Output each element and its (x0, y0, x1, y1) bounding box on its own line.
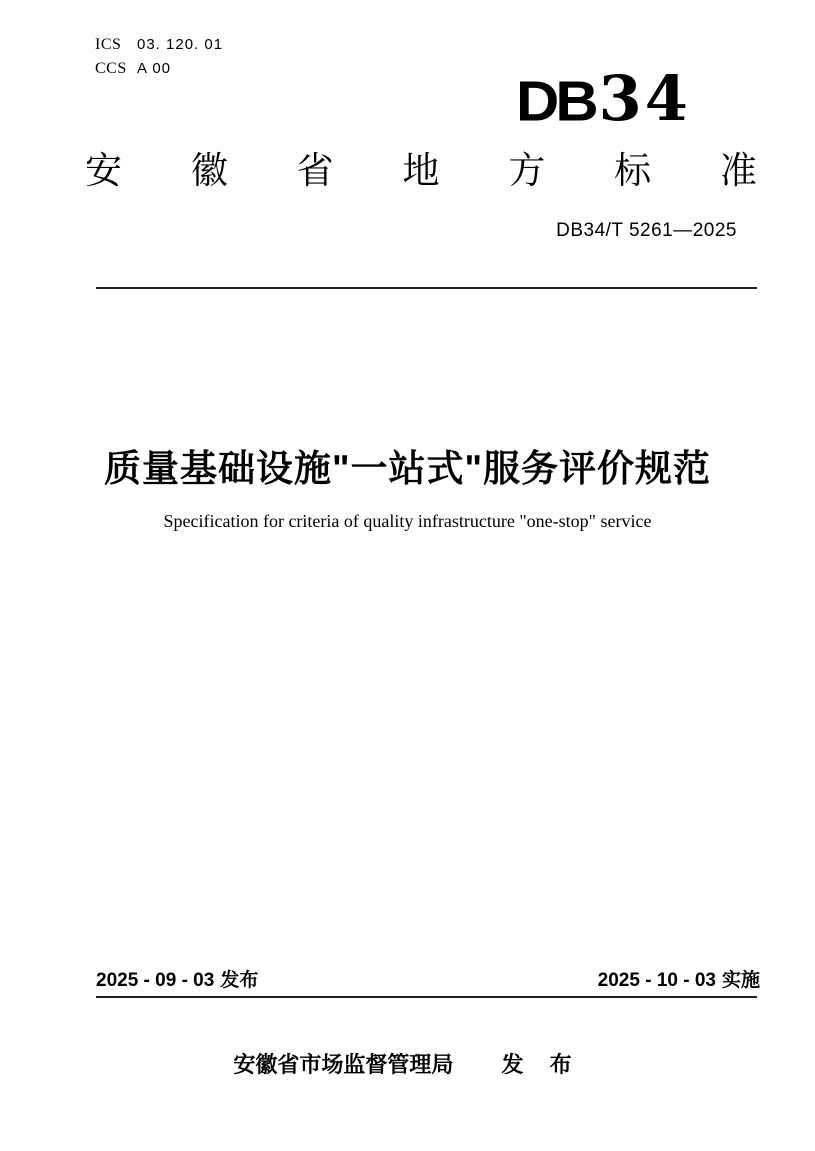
implement-label: 实施 (721, 970, 760, 991)
standard-name-line (85, 151, 757, 192)
db34-logo-db: DB (516, 69, 595, 133)
issue-date-group (96, 965, 258, 992)
db34-logo (516, 62, 691, 135)
standard-name-char: 方 (508, 150, 546, 191)
footer-dates-row (96, 965, 760, 992)
implement-date-group (598, 965, 760, 992)
document-title-chinese: 质量基础设施"一站式"服务评价规范 (103, 448, 712, 489)
ics-code-row (95, 33, 223, 57)
db34-logo-number: 34 (598, 62, 691, 135)
ccs-code-row (95, 57, 223, 81)
document-title-english: Specification for criteria of quality infrastructure "one-stop" service (163, 511, 652, 531)
standard-name-char: 省 (296, 150, 334, 191)
issue-label: 发布 (220, 970, 259, 991)
publisher-name: 安徽省市场监督管理局 (233, 1052, 454, 1077)
standard-name-char: 地 (402, 150, 440, 191)
implement-date: 2025 - 10 - 03 (597, 970, 716, 991)
standard-name-char: 准 (719, 150, 757, 191)
ccs-label: CCS (95, 60, 127, 77)
standard-number: DB34/T 5261—2025 (556, 220, 737, 241)
ics-value: 03. 120. 01 (137, 36, 224, 53)
issue-date: 2025 - 09 - 03 (96, 970, 215, 991)
ccs-value: A 00 (137, 60, 172, 77)
standard-name-char: 徽 (190, 150, 228, 191)
publisher-row (0, 1048, 815, 1079)
classification-codes (95, 33, 223, 81)
publish-action-label: 发 布 (501, 1052, 582, 1077)
ics-label: ICS (95, 36, 122, 53)
bottom-rule (96, 996, 757, 998)
standard-name-char: 安 (85, 150, 122, 191)
top-rule (96, 287, 757, 289)
standard-name-char: 标 (614, 150, 652, 191)
